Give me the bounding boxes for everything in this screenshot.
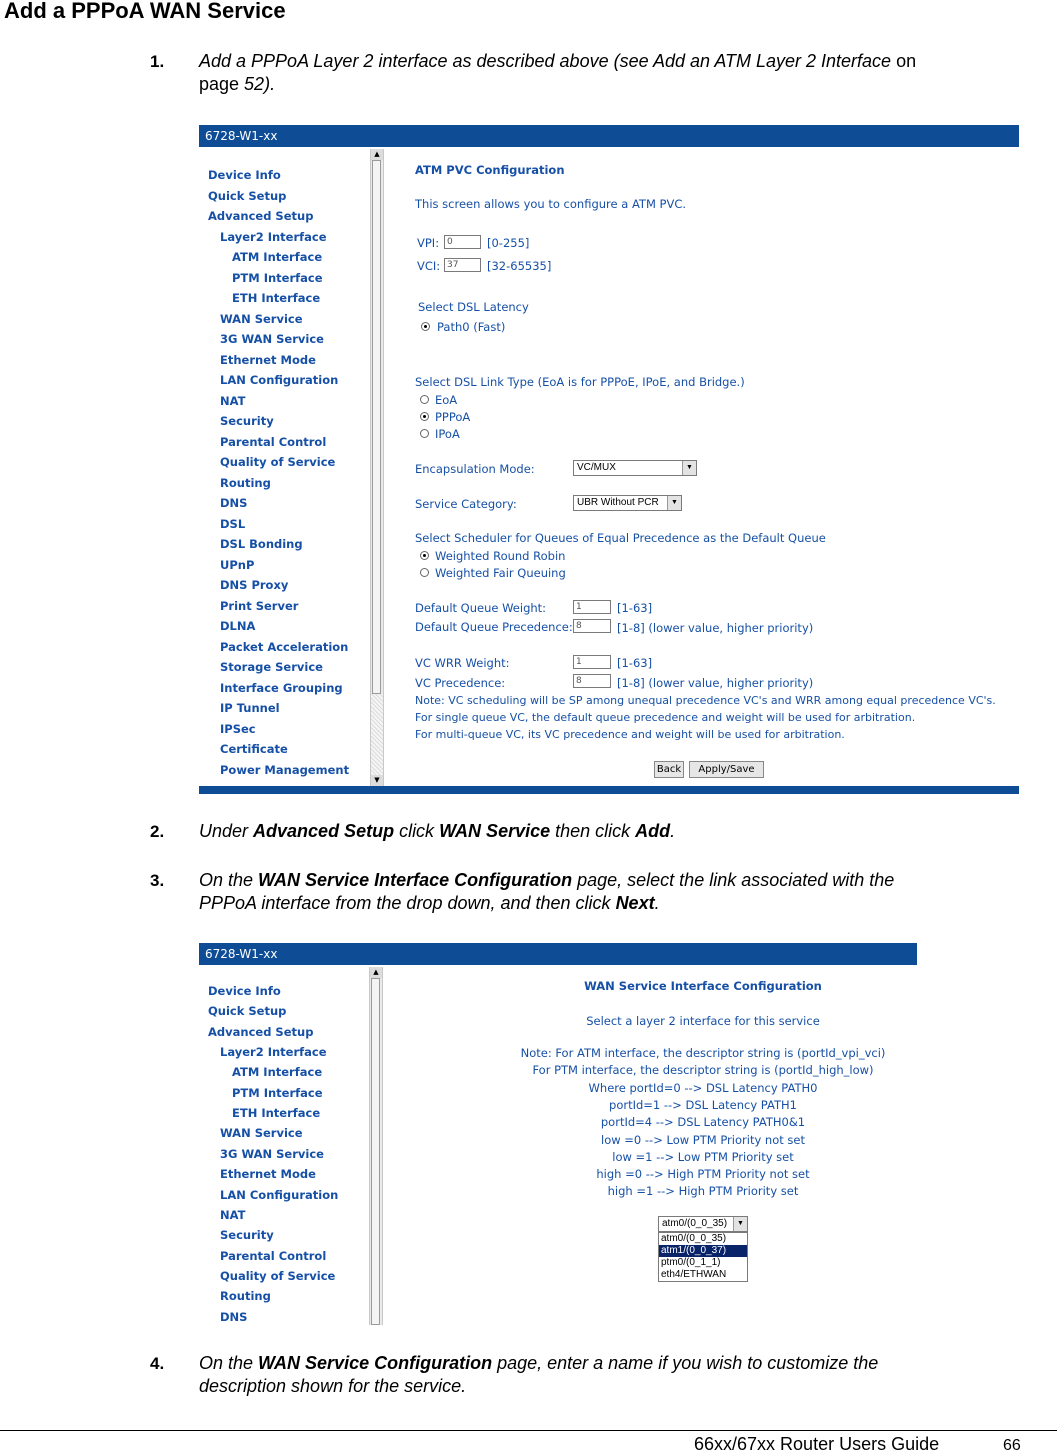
sidebar-item-advanced-setup[interactable]: Advanced Setup xyxy=(208,1024,314,1039)
sidebar-item-power-management[interactable]: Power Management xyxy=(220,762,350,777)
vc-weight-range: [1-63] xyxy=(617,656,653,670)
sidebar-item-parental-control[interactable]: Parental Control xyxy=(220,434,327,449)
footer-rule xyxy=(0,1430,1057,1431)
ipoa-label: IPoA xyxy=(435,427,460,441)
subtitle: Select a layer 2 interface for this service xyxy=(586,1014,820,1028)
sidebar-item-device-info[interactable]: Device Info xyxy=(208,168,281,182)
vc-prec-label: VC Precedence: xyxy=(415,676,506,690)
sidebar-item-quality-of-service[interactable]: Quality of Service xyxy=(220,1268,336,1283)
vpi-range: [0-255] xyxy=(487,236,530,250)
window-title: 6728-W1-xx xyxy=(199,125,1019,147)
sidebar-item-eth-interface[interactable]: ETH Interface xyxy=(232,1106,321,1121)
vpi-label: VPI: xyxy=(417,236,440,250)
encap-label: Encapsulation Mode: xyxy=(415,462,535,476)
sidebar-item-upnp[interactable]: UPnP xyxy=(220,557,255,572)
sidebar-item-routing[interactable]: Routing xyxy=(220,475,271,490)
eoa-label: EoA xyxy=(435,393,458,407)
link-type-label: Select DSL Link Type (EoA is for PPPoE, IPoE, and Bridge.) xyxy=(415,375,745,389)
sidebar-item-security[interactable]: Security xyxy=(220,414,274,428)
step-number: 2. xyxy=(150,822,165,841)
note-line: portId=4 --> DSL Latency PATH0&1 xyxy=(600,1115,806,1130)
intro-text: This screen allows you to configure a ATM PVC. xyxy=(415,197,687,211)
sidebar-item-dsl[interactable]: DSL xyxy=(220,516,246,531)
sidebar-item-dns-proxy[interactable]: DNS Proxy xyxy=(220,578,289,592)
dq-weight-input[interactable]: 1 xyxy=(573,600,611,614)
vci-range: [32-65535] xyxy=(487,259,552,273)
sidebar-item-atm-interface[interactable]: ATM Interface xyxy=(232,1065,323,1080)
vc-weight-label: VC WRR Weight: xyxy=(415,656,510,670)
wan-interface-screenshot xyxy=(199,943,917,1327)
sidebar-item-wan-service[interactable]: WAN Service xyxy=(220,1126,303,1141)
service-label: Service Category: xyxy=(415,497,517,511)
dq-prec-label: Default Queue Precedence: xyxy=(415,620,573,634)
wrr-radio[interactable] xyxy=(420,551,429,560)
sidebar-item-advanced-setup[interactable]: Advanced Setup xyxy=(208,209,314,223)
vc-prec-range: [1-8] (lower value, higher priority) xyxy=(617,676,814,690)
sidebar-item-certificate[interactable]: Certificate xyxy=(220,742,288,756)
vci-label: VCI: xyxy=(417,259,441,273)
sidebar-item-device-info[interactable]: Device Info xyxy=(208,984,281,998)
interface-option[interactable]: atm0/(0_0_35) xyxy=(661,1233,727,1244)
note-line: high =0 --> High PTM Priority not set xyxy=(596,1167,810,1182)
wrr-label: Weighted Round Robin xyxy=(435,549,566,563)
vci-input[interactable]: 37 xyxy=(444,258,481,272)
dq-prec-range: [1-8] (lower value, higher priority) xyxy=(617,621,814,635)
sidebar-item-ethernet-mode[interactable]: Ethernet Mode xyxy=(220,352,316,367)
sidebar-item-quick-setup[interactable]: Quick Setup xyxy=(208,1004,287,1019)
note-line: For single queue VC, the default queue precedence and weight will be used for arbitration. xyxy=(415,711,916,724)
note-line: For PTM interface, the descriptor string is (portId_high_low) xyxy=(532,1063,874,1078)
sidebar-item-nat[interactable]: NAT xyxy=(220,393,246,408)
bottom-bar xyxy=(199,786,1019,794)
sidebar-item-storage-service[interactable]: Storage Service xyxy=(220,660,323,674)
sidebar-item-nat[interactable]: NAT xyxy=(220,1207,246,1222)
section-heading: Add a PPPoA WAN Service xyxy=(4,0,286,23)
sidebar-item-quality-of-service[interactable]: Quality of Service xyxy=(220,455,336,469)
note-line: low =1 --> Low PTM Priority set xyxy=(612,1149,794,1164)
ipoa-radio[interactable] xyxy=(420,429,429,438)
sidebar-item-ethernet-mode[interactable]: Ethernet Mode xyxy=(220,1167,316,1182)
sidebar-item-eth-interface[interactable]: ETH Interface xyxy=(232,291,321,305)
sidebar-item-wan-service[interactable]: WAN Service xyxy=(220,311,303,326)
service-select[interactable]: UBR Without PCR ▼ xyxy=(573,495,682,511)
step-text: On the WAN Service Configuration page, enter a name if you wish to customize the description shown for the service. xyxy=(199,1353,879,1396)
dq-weight-range: [1-63] xyxy=(617,601,653,615)
interface-option[interactable]: eth4/ETHWAN xyxy=(661,1269,727,1280)
step-number: 3. xyxy=(150,871,165,890)
sidebar-item-parental-control[interactable]: Parental Control xyxy=(220,1248,327,1263)
sidebar-item-dns[interactable]: DNS xyxy=(220,1309,248,1324)
sidebar-item-quick-setup[interactable]: Quick Setup xyxy=(208,188,287,203)
chevron-down-icon: ▼ xyxy=(682,461,696,475)
sidebar-item-routing[interactable]: Routing xyxy=(220,1289,271,1304)
step-text: Add a PPPoA Layer 2 interface as described above (see Add an ATM Layer 2 Interface on page 52). xyxy=(199,51,917,94)
sidebar-item-3g-wan-service[interactable]: 3G WAN Service xyxy=(220,1146,324,1161)
sidebar-item-ip-tunnel[interactable]: IP Tunnel xyxy=(220,701,280,715)
page-title: WAN Service Interface Configuration xyxy=(584,979,822,993)
note-line: low =0 --> Low PTM Priority not set xyxy=(601,1132,805,1147)
vc-weight-input[interactable]: 1 xyxy=(573,655,611,669)
page-number: 66 xyxy=(1003,1437,1021,1454)
chevron-down-icon: ▼ xyxy=(667,496,681,510)
interface-option[interactable]: atm1/(0_0_37) xyxy=(659,1245,747,1257)
note-line: Note: VC scheduling will be SP among unequal precedence VC's and WRR among equal precedence VC's. xyxy=(415,694,996,707)
vpi-input[interactable]: 0 xyxy=(444,235,481,249)
pppoa-label: PPPoA xyxy=(435,410,471,424)
sidebar-item-ptm-interface[interactable]: PTM Interface xyxy=(232,270,323,285)
scheduler-label: Select Scheduler for Queues of Equal Precedence as the Default Queue xyxy=(415,531,826,545)
sidebar-item-dsl-bonding[interactable]: DSL Bonding xyxy=(220,537,303,551)
step-text: On the WAN Service Interface Configuration page, select the link associated with the PPPoA interface from the drop down, and then click Next. xyxy=(199,870,895,913)
note-line: high =1 --> High PTM Priority set xyxy=(607,1184,799,1199)
sidebar-item-atm-interface[interactable]: ATM Interface xyxy=(232,250,323,264)
window-title: 6728-W1-xx xyxy=(199,943,917,965)
sidebar-item-ptm-interface[interactable]: PTM Interface xyxy=(232,1085,323,1100)
atm-pvc-screenshot xyxy=(199,125,1019,795)
sidebar-item-dns[interactable]: DNS xyxy=(220,496,248,510)
sidebar-item-layer2-interface[interactable]: Layer2 Interface xyxy=(220,1045,327,1060)
chevron-down-icon: ▼ xyxy=(733,1217,747,1231)
sidebar-item-packet-acceleration[interactable]: Packet Acceleration xyxy=(220,639,349,654)
interface-option[interactable]: ptm0/(0_1_1) xyxy=(661,1257,721,1268)
pppoa-radio[interactable] xyxy=(420,412,429,421)
wfq-radio[interactable] xyxy=(420,568,429,577)
eoa-radio[interactable] xyxy=(420,395,429,404)
dq-prec-input[interactable]: 8 xyxy=(573,619,611,633)
dq-weight-label: Default Queue Weight: xyxy=(415,601,547,615)
sidebar-item-security[interactable]: Security xyxy=(220,1228,274,1243)
encap-select[interactable]: VC/MUX ▼ xyxy=(573,460,697,476)
step-text: Under Advanced Setup click WAN Service then click Add. xyxy=(199,821,676,841)
interface-select[interactable]: atm0/(0_0_35) ▼ xyxy=(658,1216,748,1232)
latency-option: Path0 (Fast) xyxy=(437,320,506,334)
sidebar-scrollbar[interactable]: ▲ xyxy=(369,967,383,1325)
sidebar-item-layer2-interface[interactable]: Layer2 Interface xyxy=(220,229,327,244)
note-line: portId=1 --> DSL Latency PATH1 xyxy=(609,1097,797,1112)
sidebar-item-3g-wan-service[interactable]: 3G WAN Service xyxy=(220,332,324,346)
sidebar-scrollbar[interactable]: ▲ ▼ xyxy=(370,149,384,786)
note-line: For multi-queue VC, its VC precedence and weight will be used for arbitration. xyxy=(415,728,845,741)
sidebar-item-lan-configuration[interactable]: LAN Configuration xyxy=(220,1187,339,1202)
interface-listbox[interactable] xyxy=(658,1232,748,1282)
apply-save-button[interactable]: Apply/Save xyxy=(689,761,764,778)
sidebar-item-lan-configuration[interactable]: LAN Configuration xyxy=(220,373,339,387)
vc-prec-input[interactable]: 8 xyxy=(573,674,611,688)
step-number: 4. xyxy=(150,1354,165,1373)
note-line: Where portId=0 --> DSL Latency PATH0 xyxy=(588,1080,818,1095)
step-number: 1. xyxy=(150,52,165,71)
sidebar-item-print-server[interactable]: Print Server xyxy=(220,598,299,613)
page-title: ATM PVC Configuration xyxy=(415,163,565,177)
note-line: Note: For ATM interface, the descriptor string is (portId_vpi_vci) xyxy=(520,1046,886,1060)
latency-label: Select DSL Latency xyxy=(418,300,529,314)
sidebar-item-interface-grouping[interactable]: Interface Grouping xyxy=(220,680,343,695)
wfq-label: Weighted Fair Queuing xyxy=(435,566,566,580)
footer-title: 66xx/67xx Router Users Guide xyxy=(694,1434,940,1454)
back-button[interactable]: Back xyxy=(654,761,684,778)
latency-radio[interactable] xyxy=(421,322,430,331)
sidebar-item-dlna[interactable]: DLNA xyxy=(220,619,256,633)
sidebar-item-ipsec[interactable]: IPSec xyxy=(220,721,256,736)
